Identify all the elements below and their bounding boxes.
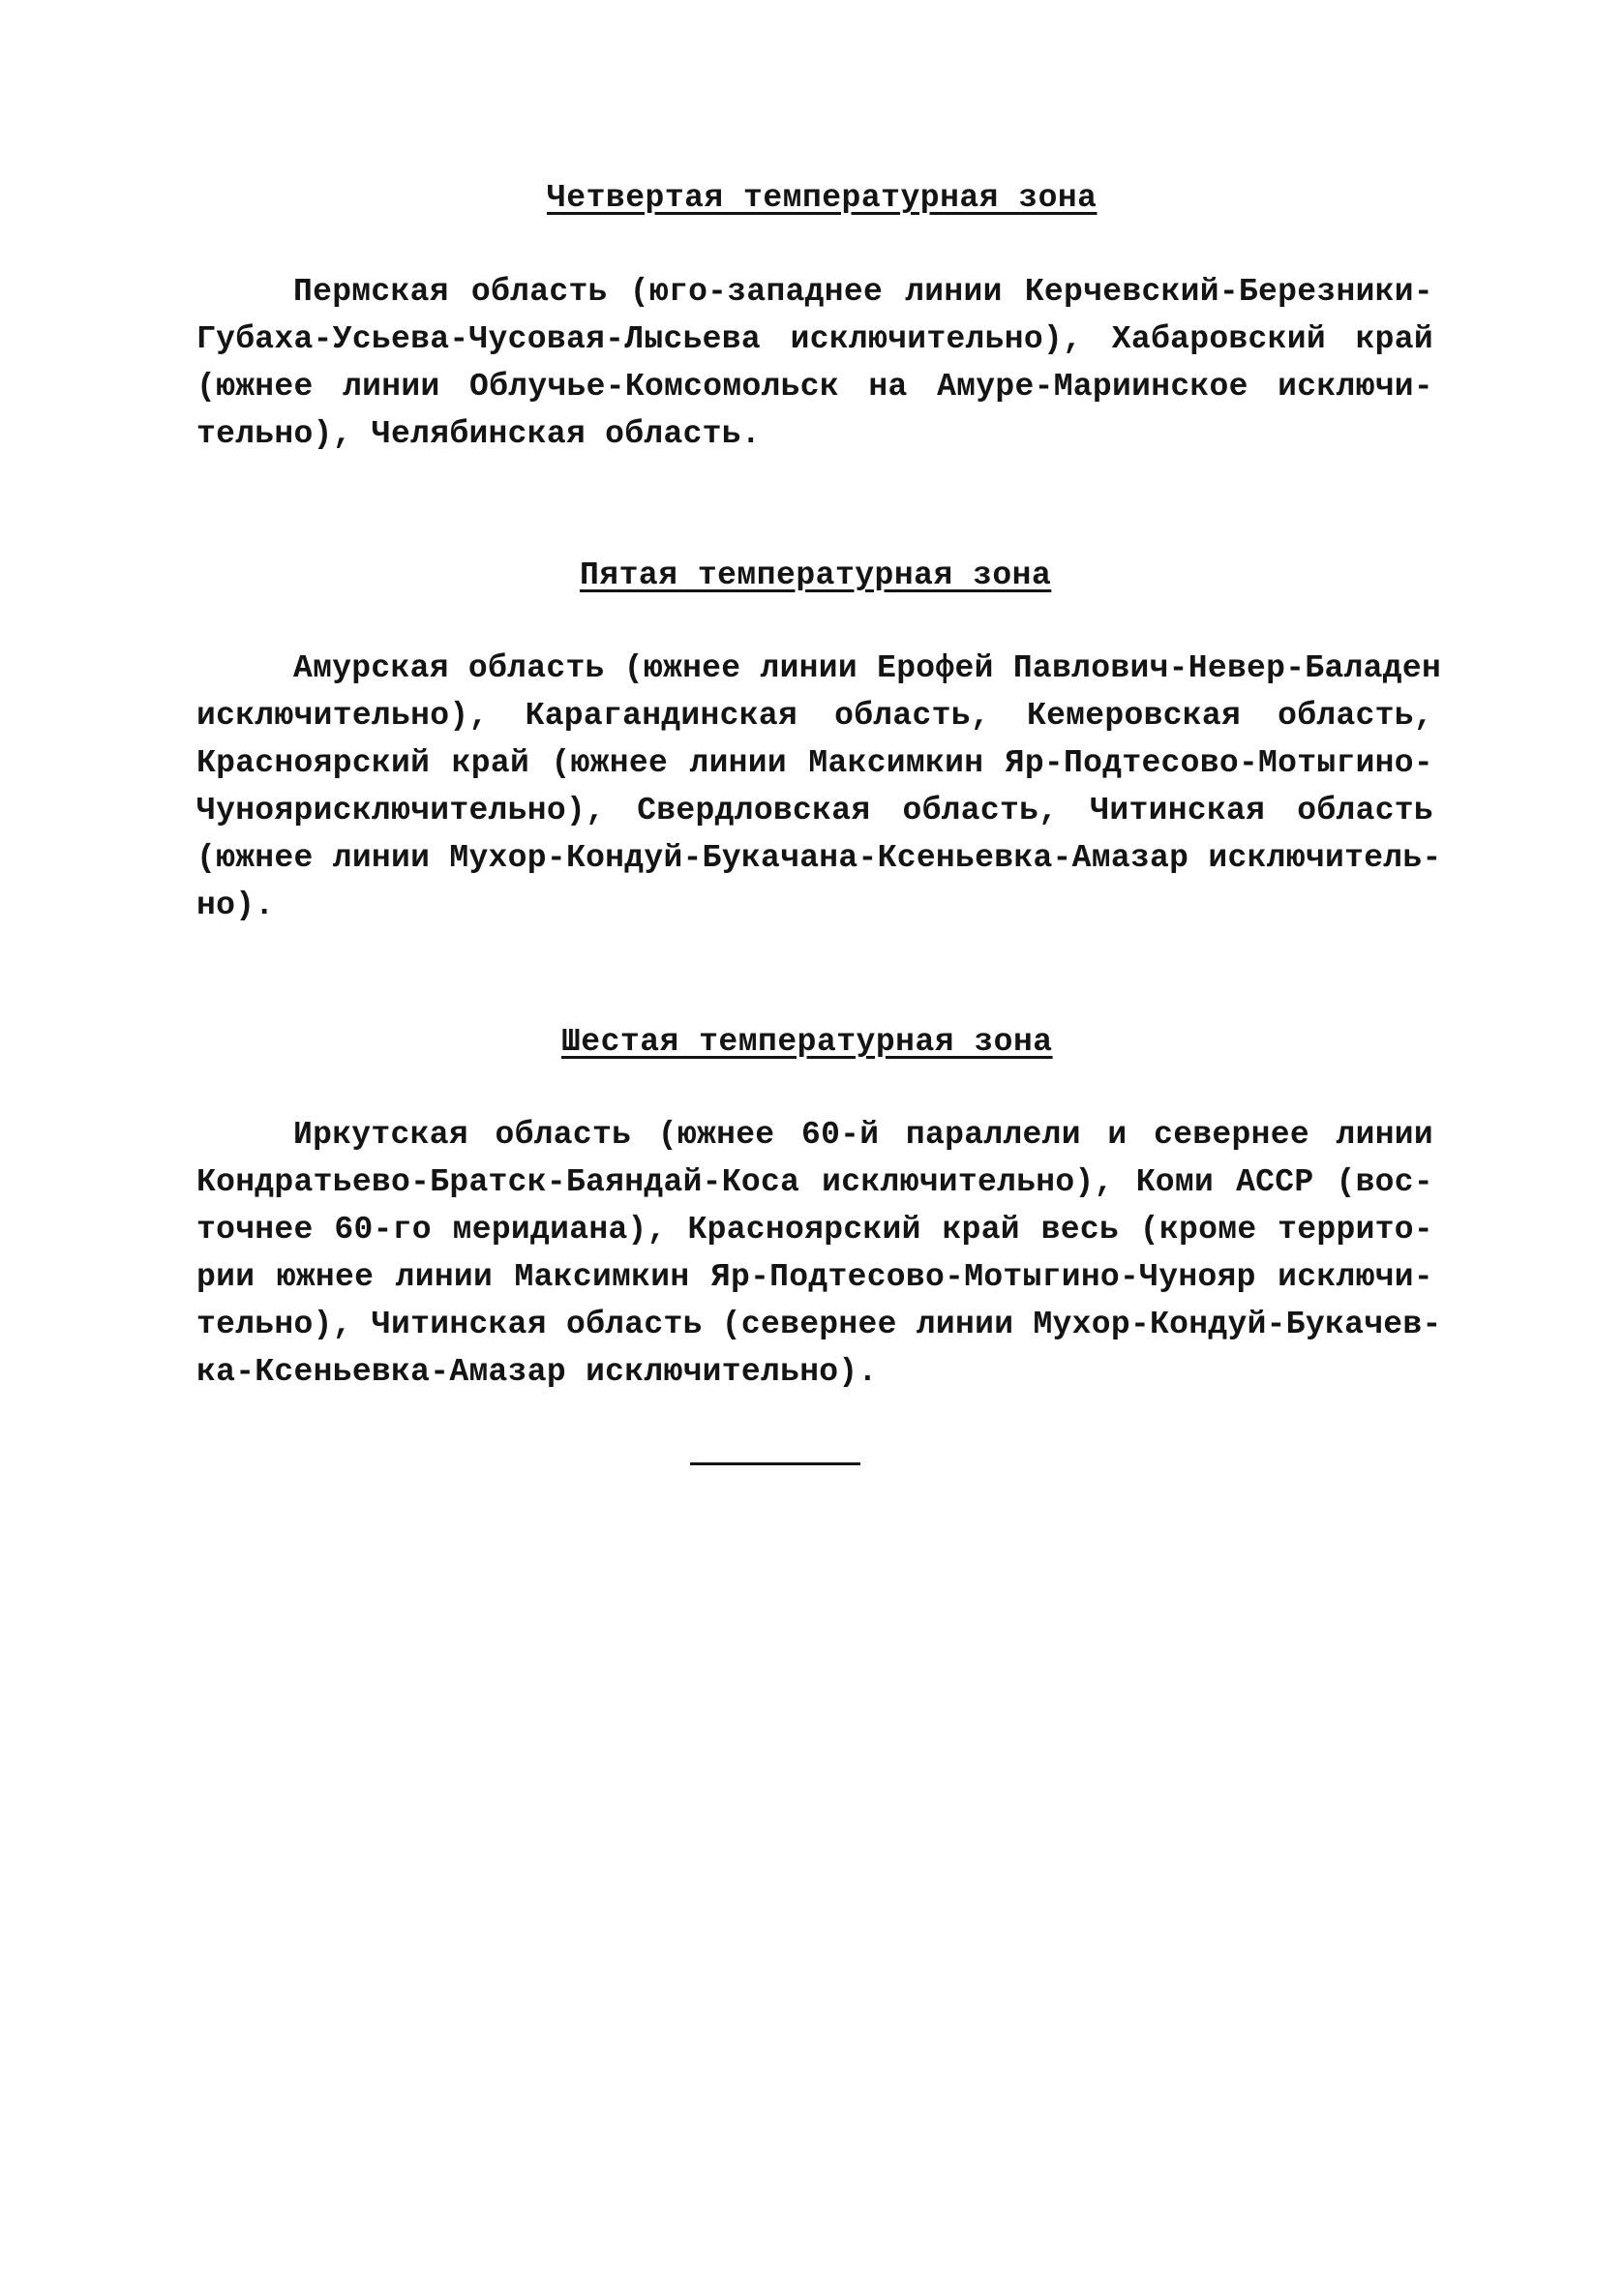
paragraph-line: Кондратьево-Братск-Баяндай-Коса исключительно), Коми АССР (вос-	[196, 1164, 1433, 1200]
section-heading-fourth-zone: Четвертая температурная зона	[547, 180, 1098, 216]
paragraph-line: тельно), Челябинская область.	[196, 416, 761, 452]
paragraph-line: но).	[196, 888, 275, 923]
paragraph-line: (южнее линии Мухор-Кондуй-Букачана-Ксеньевка-Амазар исключитель-	[196, 840, 1442, 876]
paragraph-line: ка-Ксеньевка-Амазар исключительно).	[196, 1354, 878, 1390]
paragraph-line: Губаха-Усьева-Чусовая-Лысьева исключительно), Хабаровский край	[196, 321, 1433, 357]
paragraph-line: Иркутская область (южнее 60-й параллели и севернее линии	[293, 1117, 1433, 1153]
section-heading-sixth-zone: Шестая температурная зона	[561, 1024, 1053, 1060]
paragraph-line: исключительно), Карагандинская область, Кемеровская область,	[196, 698, 1433, 734]
section-heading-fifth-zone: Пятая температурная зона	[580, 557, 1052, 593]
paragraph-line: тельно), Читинская область (севернее линии Мухор-Кондуй-Букачев-	[196, 1307, 1442, 1342]
paragraph-line: Пермская область (юго-западнее линии Керчевский-Березники-	[293, 274, 1433, 310]
paragraph-line: точнее 60-го меридиана), Красноярский край весь (кроме террито-	[196, 1212, 1433, 1248]
paragraph-line: Амурская область (южнее линии Ерофей Павлович-Невер-Баладен	[293, 650, 1442, 686]
paragraph-line: (южнее линии Облучье-Комсомольск на Амуре-Мариинское исключи-	[196, 369, 1433, 405]
end-rule-divider	[690, 1462, 860, 1465]
paragraph-line: Красноярский край (южнее линии Максимкин Яр-Подтесово-Мотыгино-	[196, 745, 1433, 781]
paragraph-line: рии южнее линии Максимкин Яр-Подтесово-Мотыгино-Чунояр исключи-	[196, 1259, 1433, 1295]
paragraph-line: Чуноярисключительно), Свердловская область, Читинская область	[196, 793, 1433, 828]
